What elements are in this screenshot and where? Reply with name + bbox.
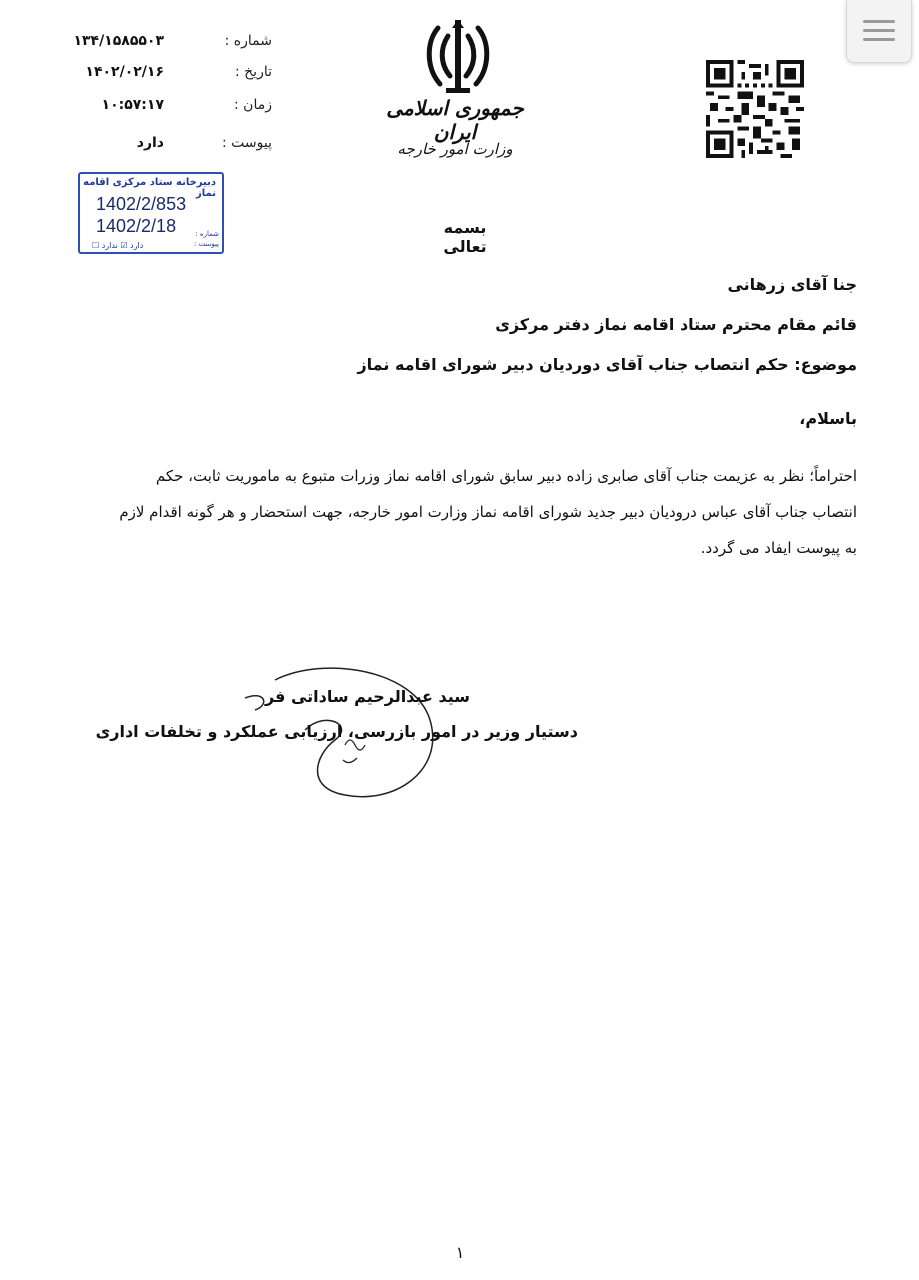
iran-emblem-icon [424, 18, 492, 98]
letter-body [57, 458, 857, 566]
attachment-label: پیوست : [222, 135, 272, 151]
qr-code-icon [706, 60, 804, 158]
body-line: انتصاب جناب آقای عباس درودیان دبیر جدید شورای اقامه نماز وزارت امور خارجه، جهت استحضار و هر گونه اقدام لازم [119, 503, 857, 521]
body-line: احتراماً؛ نظر به عزیمت جناب آقای صابری زاده دبیر سابق شورای اقامه نماز وزرات متبوع به ماموریت ثابت، حکم [155, 467, 857, 485]
number-label: شماره : [224, 33, 272, 49]
secretariat-stamp [78, 172, 224, 254]
number-row [60, 33, 290, 59]
menu-button[interactable] [846, 0, 912, 63]
time-row [60, 97, 290, 123]
besmellah-heading: بسمه تعالی [443, 218, 487, 256]
time-label: زمان : [234, 97, 272, 113]
attachment-row [60, 135, 290, 161]
greeting: باسلام، [799, 409, 857, 428]
date-label: تاریخ : [234, 64, 272, 80]
stamp-side-number: شماره : [195, 230, 219, 238]
republic-title: جمهوری اسلامی ایران [386, 96, 524, 144]
signer-name: سید عبدالرحیم ساداتی فر [264, 687, 470, 706]
stamp-number: 1402/2/853 [96, 194, 187, 214]
page-number: ۱ [455, 1243, 465, 1262]
letter-subject: موضوع: حکم انتصاب جناب آقای دوردیان دبیر شورای اقامه نماز [357, 355, 857, 374]
attachment-value: دارد [136, 135, 164, 151]
date-row [60, 64, 290, 90]
body-line: به پیوست ایفاد می گردد. [700, 539, 857, 557]
time-value: ۱۰:۵۷:۱۷ [101, 97, 164, 113]
recipient-title: قائم مقام محترم ستاد اقامه نماز دفتر مرکزی [495, 315, 857, 334]
number-value: ۱۳۴/۱۵۸۵۵۰۳ [73, 33, 164, 49]
stamp-date: 1402/2/18 [96, 216, 177, 236]
ministry-title: وزارت امور خارجه [397, 140, 513, 158]
hamburger-line [863, 29, 895, 32]
stamp-title: دبیرخانه ستاد مرکزی اقامه نماز [83, 177, 216, 199]
date-value: ۱۴۰۲/۰۲/۱۶ [85, 64, 164, 80]
hamburger-line [863, 38, 895, 41]
stamp-attach-options: دارد ☑ ندارد ☐ [92, 241, 144, 250]
stamp-side-attach: پیوست : [194, 240, 219, 248]
hamburger-menu-icon [863, 20, 895, 23]
recipient-name: جنا آقای زرهانی [727, 275, 857, 294]
signer-title: دستیار وزیر در امور بازرسی، ارزیابی عملکرد و تخلفات اداری [95, 722, 578, 741]
